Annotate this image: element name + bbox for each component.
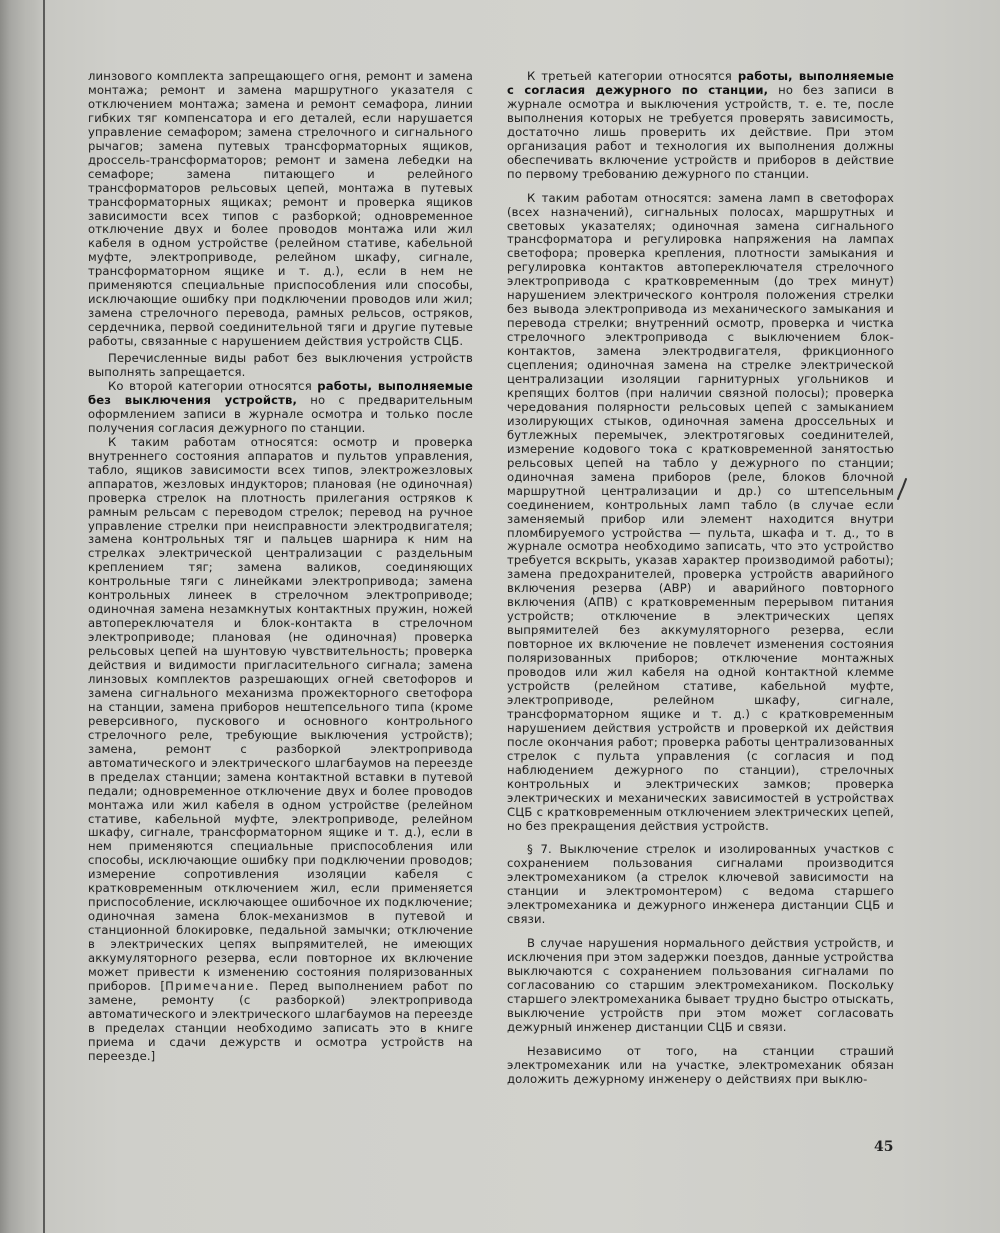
section-paragraph: § 7. Выключение стрелок и изолированных участков с сохранением пользования сигналами производится электромехаником (а стрелок ключевой зависимости на станции и электромонтером) с ведома старшего электромеханика и дежурного инженера дистанции СЦБ и связи.: [507, 842, 894, 927]
note-text: Перед выполнением работ по замене, ремонту (с разборкой) электропривода автоматического и электрического шлагбаумов на переезде в пределах станции необходимо записать это в книге приема и сдачи дежурств и осмотра устройств на переезде.]: [88, 978, 474, 1063]
binding-shadow: [0, 0, 48, 1233]
paragraph-text: К третьей категории относятся: [527, 69, 738, 83]
paragraph: В случае нарушения нормального действия устройств, и исключения при этом задержки поездов, данные устройства выключаются с сохранением пользования сигналами по согласованию со старшим электромехаником. Поскольку старшего электромеханика бывает трудно быстро отыскать, выключение устройств при этом может согласовать дежурный инженер дистанции СЦБ и связи.: [507, 936, 894, 1034]
category-term: работы, выполняемые без выключения устройств,: [88, 378, 474, 407]
right-column: [507, 70, 894, 1087]
category-term: работы, выполняемые с согласия дежурного по станции,: [507, 69, 895, 97]
paragraph: [507, 70, 894, 182]
pen-mark-icon: [892, 478, 910, 500]
paragraph: [88, 436, 473, 1064]
page-edge-line: [43, 0, 45, 1233]
paragraph-text: но с предварительным оформлением записи в журнале осмотра и только после получения согласия дежурного по станции.: [88, 392, 473, 435]
paragraph: Независимо от того, на станции страший электромеханик или на участке, электромеханик обязан доложить дежурному инженеру о действиях при выклю-: [507, 1043, 894, 1086]
paragraph-text: но без записи в журнале осмотра и выключения устройств, т. е. те, после выполнения которых не требуется проверять зависимость, достаточно лишь проверить их действие. При этом организация работ и технология их выполнения должны обеспечивать включение устройств и приборов в действие по первому требованию дежурного по станции.: [507, 82, 894, 181]
note-label: Примечание.: [165, 978, 260, 993]
paragraph: Перечисленные виды работ без выключения устройств выполнять запрещается.: [88, 351, 473, 380]
left-column: [88, 70, 473, 1064]
page-number: 45: [874, 1139, 894, 1155]
paragraph-text: Ко второй категории относятся: [108, 378, 318, 393]
paragraph-text: К таким работам относятся: осмотр и проверка внутреннего состояния аппаратов и пультов управления, табло, ящиков зависимости всех типов, электрожезловых аппаратов, жезловых индукторов; плановая (не одиночная) проверка стрелок на плотность прилегания остряков к рамным рельсам с переводом стрелок; перевод на ручное управление стрелки при неисправности электродвигателя; замена контрольных тяг и пальцев шарнира к ним на стрелках электрической централизации с раздельным креплением тяг; замена валиков, соединяющих контрольные тяги с линейками электропривода; замена контрольных линеек в стрелочном электроприводе; одиночная замена незамкнутых контактных пружин, ножей автопереключателя и блок-контакта в стрелочном электроприводе; плановая (не одиночная) проверка рельсовых цепей на шунтовую чувствительность; проверка действия и видимости пригласительного сигнала; замена линзовых комплектов разрешающих огней светофоров и замена сигнального механизма прожекторного светофора на станции, замена приборов нештепсельного типа (кроме реверсивного, пускового и основного контрольного стрелочного реле, требующие выключения устройств); замена, ремонт с разборкой электропривода автоматического и электрического шлагбаумов на переезде в пределах станции; замена контактной вставки в путевой педали; одновременное отключение двух и более проводов монтажа или жил кабеля в одном устройстве (релейном стативе, кабельной муфте, электроприводе, релейном шкафу, сигнале, трансформаторном ящике и т. д.), если в нем применяются специальные приспособления или способы, исключающие ошибку при подключении проводов; измерение сопротивления изоляции кабеля с кратковременным отключением жил, если применяется приспособление, исключающее ошибочное их подключение; одиночная замена блок-механизмов в путевой и станционной блокировке, педальной замычки; отключение в электрических цепях выпрямителей, не имеющих аккумуляторного резерва, если повторное их включение может привести к изменению состояния поляризованных приборов. [: [88, 434, 473, 993]
paragraph: линзового комплекта запрещающего огня, ремонт и замена монтажа; ремонт и замена маршрутного указателя с отключением монтажа; замена и ремонт семафора, линии гибких тяг компенсатора и его деталей, если нарушается управление семафором; замена стрелочного и сигнального рычагов; замена путевых трансформаторных ящиков, дроссель-трансформаторов; ремонт и замена лебедки на семафоре; замена питающего и релейного трансформаторов рельсовых цепей, монтажа в путевых трансформаторных ящиках; ремонт и проверка ящиков зависимости всех типов с разборкой; одновременное отключение двух и более проводов монтажа или жил кабеля в одном устройстве (релейном стативе, кабельной муфте, электроприводе, релейном шкафу, сигнале, трансформаторном ящике и т. д.), если в нем не применяются специальные приспособления или способы, исключающие ошибку при подключении проводов или жил; замена стрелочного перевода, рамных рельсов, остряков, сердечника, первой соединительной тяги и другие путевые работы, связанные с нарушением действия устройств СЦБ.: [88, 69, 473, 349]
paragraph: [88, 380, 473, 436]
paragraph: К таким работам относятся: замена ламп в светофорах (всех назначений), сигнальных полосах, маршрутных и световых указателях; одиночная замена сигнального трансформатора и регулировка напряжения на лампах светофора; проверка крепления, плотности замыкания и регулировка контактов автопереключателя стрелочного электропривода с кратковременным (до трех минут) нарушением электрического контроля положения стрелки без вывода электропривода из механического замыкания и перевода стрелки; внутренний осмотр, проверка и чистка стрелочного электропривода с выключением блок-контактов, замена электродвигателя, фрикционного сцепления; одиночная замена на стрелке электрической централизации изоляции гарнитурных угольников и крепящих болтов (при наличии связной полосы); проверка чередования полярности рельсовых цепей с замыканием изолирующих стыков, одиночная замена дроссельных и бутлежных перемычек, электротяговых соединителей, измерение кодового тока с кратковременной занятостью рельсовых цепей на табло у дежурного по станции; одиночная замена приборов (реле, блоков блочной маршрутной централизации и др.) со штепсельным соединением, контрольных ламп табло (в случае если заменяемый прибор или элемент находится внутри пломбируемого устройства — пульта, шкафа и т. д., то в журнале осмотра необходимо записать, что это устройство требуется вскрыть, указав характер производимой работы); замена предохранителей, проверка устройств аварийного включения резерва (АВР) и аварийного повторного включения (АПВ) с кратковременным перерывом питания устройств; отключение в электрических цепях выпрямителей без аккумуляторного резерва, если повторное их включение не повлечет изменения состояния поляризованных приборов; отключение монтажных проводов или жил кабеля на одной контактной клемме устройств (релейном стативе, кабельной муфте, электроприводе, релейном шкафу, сигнале, трансформаторном ящике и т. д.) с кратковременным нарушением действия устройств и проверкой их действия после окончания работ; проверка работы централизованных стрелок с пульта управления (с согласия и под наблюдением дежурного по станции), стрелочных контрольных и электрических замков; проверка электрических и механических зависимостей в устройствах СЦБ с кратковременным отключением электрических цепей, но без прекращения действия устройств.: [507, 190, 894, 833]
